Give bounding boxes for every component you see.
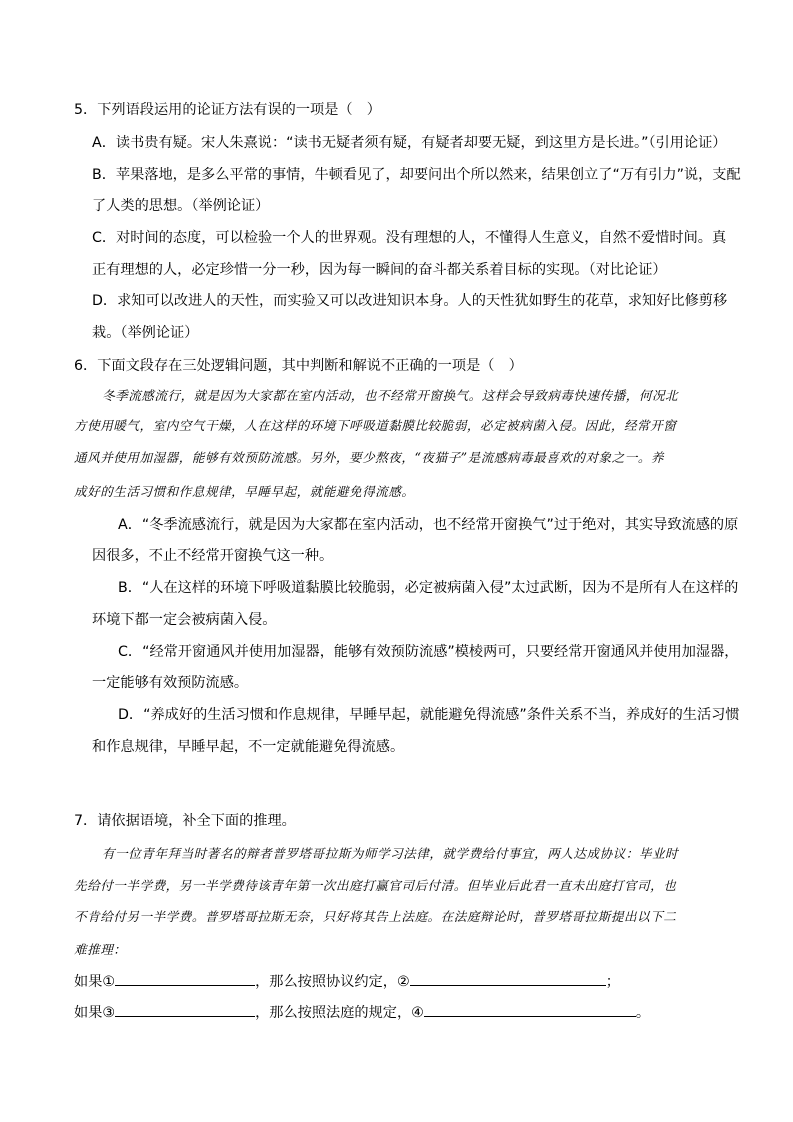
q7-fill2-prefix: 如果③	[74, 1005, 116, 1021]
q6-passage-line3: 通风并使用加湿器，能够有效预防流感。另外，要少熬夜，“夜猫子”是流感病毒最喜欢的对象之一。养	[74, 450, 665, 465]
q6-option-b-line1: B．“人在这样的环境下呼吸道黏膜比较脆弱，必定被病菌入侵”太过武断，因为不是所有人在这样的	[118, 580, 739, 596]
q5-option-b-line1: B．苹果落地，是多么平常的事情，牛顿看见了，却要问出个所以然来，结果创立了“万有引力”说，支配	[92, 167, 741, 183]
q6-option-a-line1: A．“冬季流感流行，就是因为大家都在室内活动，也不经常开窗换气”过于绝对，其实导致流感的原	[118, 517, 739, 533]
q6-option-c-line2: 一定能够有效预防流感。	[92, 675, 249, 691]
q7-blank-1[interactable]	[115, 970, 255, 986]
q5-option-b-line2: 了人类的思想。（举例论证）	[92, 198, 270, 214]
q5-option-c-line2: 正有理想的人，必定珍惜一分一秒，因为每一瞬间的奋斗都关系着目标的实现。（对比论证）	[92, 262, 667, 278]
q7-stem: 7．请依据语境，补全下面的推理。	[74, 813, 296, 829]
q5-option-d-line2: 栽。（举例论证）	[92, 325, 199, 341]
q7-fill1-prefix: 如果①	[74, 974, 116, 990]
q7-fill-line2	[74, 1001, 650, 1023]
q7-passage-line3: 不肯给付另一半学费。普罗塔哥拉斯无奈，只好将其告上法庭。在法庭辩论时，普罗塔哥拉斯提出以下二	[74, 909, 677, 924]
q5-option-d-line1: D．求知可以改进人的天性，而实验又可以改进知识本身。人的天性犹如野生的花草，求知好比修剪移	[92, 293, 728, 309]
q7-fill2-middle: ，那么按照法庭的规定，④	[255, 1005, 424, 1021]
q7-fill2-suffix: 。	[635, 1005, 651, 1021]
q6-option-a-line2: 因很多，不止不经常开窗换气这一种。	[92, 548, 334, 564]
q6-option-c-line1: C．“经常开窗通风并使用加湿器，能够有效预防流感”模棱两可，只要经常开窗通风并使用加湿器，	[118, 644, 739, 660]
q7-blank-2[interactable]	[410, 970, 606, 986]
q7-blank-4[interactable]	[424, 1001, 636, 1017]
q5-option-c-line1: C．对时间的态度，可以检验一个人的世界观。没有理想的人，不懂得人生意义，自然不爱惜时间。真	[92, 230, 727, 246]
q7-fill1-suffix: ；	[605, 974, 620, 990]
q6-option-d-line2: 和作息规律，早睡早起，不一定就能避免得流感。	[92, 739, 405, 755]
q6-option-d-line1: D．“养成好的生活习惯和作息规律，早睡早起，就能避免得流感”条件关系不当，养成好的生活习惯	[118, 707, 740, 723]
q6-option-b-line2: 环境下都一定会被病菌入侵。	[92, 612, 277, 628]
q7-fill-line1	[74, 970, 620, 992]
q7-fill1-middle: ，那么按照协议约定，②	[255, 974, 410, 990]
q7-passage-line2: 先给付一半学费，另一半学费待该青年第一次出庭打赢官司后付清。但毕业后此君一直未出庭打官司，也	[74, 878, 677, 893]
q6-stem: 6．下面文段存在三处逻辑问题，其中判断和解说不正确的一项是（ ）	[74, 358, 523, 374]
q7-passage-line4: 难推理：	[74, 942, 127, 957]
q5-option-a-line1: A．读书贵有疑。宋人朱熹说：“读书无疑者须有疑，有疑者却要无疑，到这里方是长进。”（引用论证）	[92, 135, 727, 151]
q7-passage-line1: 有一位青年拜当时著名的辩者普罗塔哥拉斯为师学习法律，就学费给付事宜，两人达成协议：毕业时	[102, 846, 679, 861]
q6-passage-line1: 冬季流感流行，就是因为大家都在室内活动，也不经常开窗换气。这样会导致病毒快速传播，何况北	[102, 388, 679, 403]
q6-passage-line4: 成好的生活习惯和作息规律，早睡早起，就能避免得流感。	[74, 484, 415, 499]
q7-blank-3[interactable]	[115, 1001, 255, 1017]
q5-stem: 5．下列语段运用的论证方法有误的一项是（ ）	[74, 102, 381, 118]
q6-passage-line2: 方使用暖气，室内空气干燥，人在这样的环境下呼吸道黏膜比较脆弱，必定被病菌入侵。因此，经常开窗	[74, 418, 677, 433]
